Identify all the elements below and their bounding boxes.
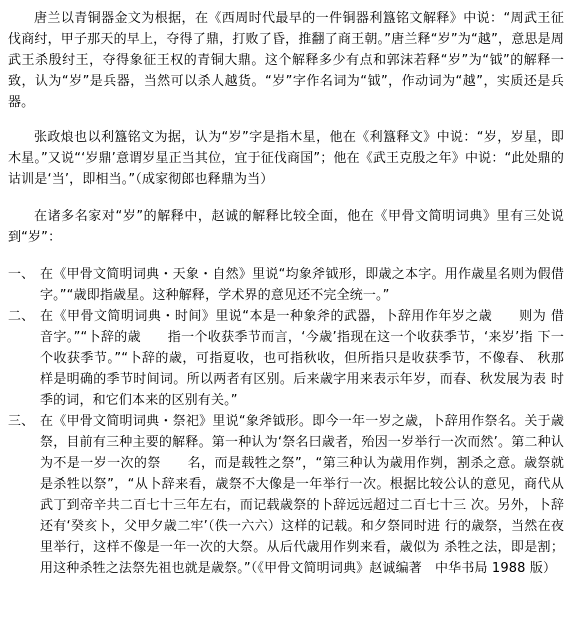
paragraph-zhangzhenglang: 张政烺也以利簋铭文为据，认为“岁”字是指木星，他在《利簋释文》中说：“岁，岁星，即木星。”又说“‘岁鼎’意谓岁星正当其位，宜于征伐商国”；他在《武王克殷之年》中说：“此处鼎的诂训是‘当’，即相当。”（成家彻郎也释鼎为当） [8,130,564,187]
list-marker: 二、 [8,309,35,324]
list-item-text: 在《甲骨文简明词典・天象・自然》里说“均象斧钺形，即歳之本字。用作歳星名则为假借字。”“歳即指歳星。这种解释，学术界的意见还不完全统一。” [40,267,564,303]
paragraph-spacer [8,113,564,127]
list-item-text: 在《甲骨文简明词典・祭祀》里说“象斧钺形。即今一年一岁之歳，卜辞用作祭名。关于歳祭，目前有三种主要的解释。第一种认为‘祭名曰歳者，殆因一岁举行一次而然’。第二种认为不是一岁一次的祭 名，而是载牲之祭”，“第三种认为歳用作刿，割杀之意。歳祭就是杀牲以祭”，“从卜辞来看，歳祭不大像是一年举行一次。根据比较公认的意见，商代从武丁到帝辛共二百七十三年左右，而记载歳祭的卜辞远远超过二百七十三 次。另外，卜辞还有‘癸亥卜，父甲夕歳二牢’（佚一六六）这样的记载。和夕祭同时进 行的歳祭，当然在夜里举行，这样不像是一年一次的大祭。从后代歳用作刿来看，歳似为 杀牲之法，即是割；用这种杀牲之法祭先祖也就是歳祭。”（《甲骨文简明词典》赵诚编著 中华书局 1988 版） [40,414,564,576]
paragraph-tanglan: 唐兰以青铜器金文为根据，在《西周时代最早的一件铜器利簋铭文解释》中说：“周武王征伐商纣，甲子那天的早上，夺得了鼎，打败了昏，推翻了商王朝。”唐兰释“岁”为“越”，意思是周武王杀殷纣王，夺得象征王权的青铜大鼎。这个解释多少有点和郭沫若释“岁”为“钺”的解释一致，认为“岁”是兵器，当然可以杀人越货。“岁”字作名词为“钺”，作动词为“越”，实质还是兵器。 [8,11,564,110]
paragraph-zhaocheng-intro: 在诸多名家对“岁”的解释中，赵诚的解释比较全面，他在《甲骨文简明词典》里有三处说到“岁”： [8,209,564,245]
list-item [8,411,564,579]
list-item [8,264,564,306]
paragraph-spacer [8,248,564,264]
paragraph-spacer [8,190,564,206]
list-item-text: 在《甲骨文简明词典・时间》里说“本是一种象斧的武器，卜辞用作年岁之歳 则为 借音字。”“卜辞的歳 指一个收获季节而言，‘今歳’指现在这一个收获季节，‘来岁’指 下一个收获季节。”“卜辞的歳，可指夏收，也可指秋收，但所指只是收获季节，不像春、 秋那样是明确的季节时间词。所以两者有区别。后来歳字用来表示年岁，而春、秋发展为表 时季的词，和它们本来的区别有关。” [40,309,564,408]
list-marker: 一、 [8,267,35,282]
numbered-list [8,264,564,579]
list-item [8,306,564,411]
list-marker: 三、 [8,414,35,429]
